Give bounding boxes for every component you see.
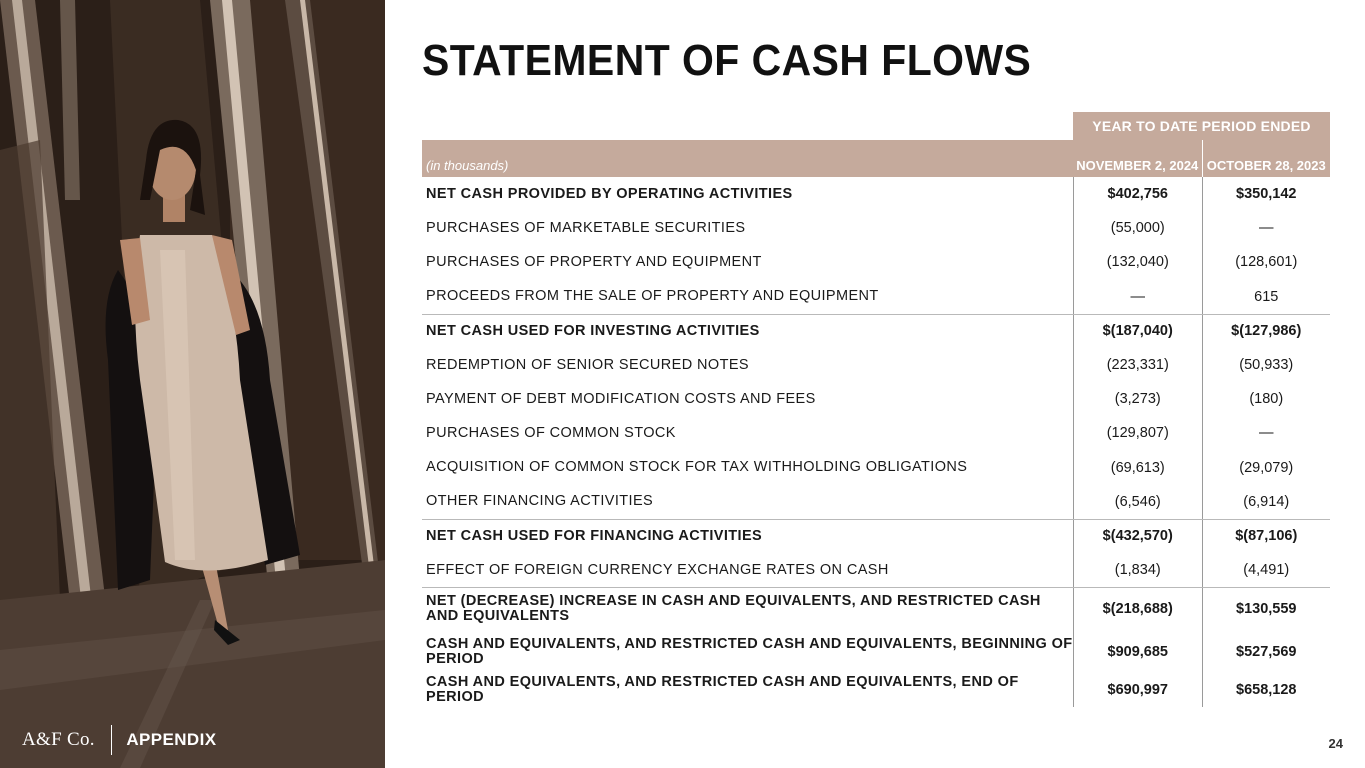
value-2024: (132,040) [1073,245,1202,279]
value-2024: (129,807) [1073,416,1202,450]
value-2024: — [1073,280,1202,314]
value-2023: (50,933) [1202,348,1331,382]
row-label: CASH AND EQUIVALENTS, AND RESTRICTED CASH AND EQUIVALENTS, BEGINNING OF PERIOD [426,635,1073,667]
column-header-2023: OCTOBER 28, 2023 [1202,140,1331,177]
value-2024: (6,546) [1073,485,1202,519]
value-2024: $(187,040) [1073,315,1202,348]
row-label: EFFECT OF FOREIGN CURRENCY EXCHANGE RATES ON CASH [426,561,889,578]
value-2023: $(87,106) [1202,520,1331,553]
row-label: ACQUISITION OF COMMON STOCK FOR TAX WITHHOLDING OBLIGATIONS [426,459,968,476]
table-row [422,177,1330,211]
value-2023: (6,914) [1202,485,1331,519]
value-2024: $909,685 [1073,630,1202,673]
value-2024: (55,000) [1073,211,1202,245]
table-row [422,673,1330,707]
page-number: 24 [1328,736,1343,751]
table-row [422,280,1330,314]
row-label: NET CASH PROVIDED BY OPERATING ACTIVITIES [426,185,793,202]
column-header-2024: NOVEMBER 2, 2024 [1076,158,1199,173]
row-label: PURCHASES OF COMMON STOCK [426,424,676,441]
table-header [422,140,1330,177]
table-row [422,245,1330,279]
value-2023: $130,559 [1202,588,1331,630]
value-2023: (128,601) [1202,245,1331,279]
value-2023: (180) [1202,382,1331,416]
row-label: PURCHASES OF MARKETABLE SECURITIES [426,219,746,236]
value-2024: (223,331) [1073,348,1202,382]
row-label: PAYMENT OF DEBT MODIFICATION COSTS AND FEES [426,390,816,407]
table-header-top [422,112,1330,140]
value-2024: (1,834) [1073,553,1202,587]
brand-footer [22,724,216,756]
row-label: OTHER FINANCING ACTIVITIES [426,493,654,510]
value-2023: $(127,986) [1202,315,1331,348]
row-label: CASH AND EQUIVALENTS, AND RESTRICTED CASH AND EQUIVALENTS, END OF PERIOD [426,674,1019,706]
table-row [422,553,1330,587]
value-2024: $402,756 [1073,177,1202,211]
period-header: YEAR TO DATE PERIOD ENDED [1073,112,1330,140]
value-2024: (69,613) [1073,451,1202,485]
section-label: APPENDIX [126,730,217,749]
table-row [422,519,1330,553]
page-title: STATEMENT OF CASH FLOWS [422,36,1032,85]
value-2024: (3,273) [1073,382,1202,416]
hero-photo [0,0,385,768]
table-row [422,211,1330,245]
table-row [422,348,1330,382]
table-row [422,485,1330,519]
table-row [422,416,1330,450]
table-row [422,451,1330,485]
brand-divider [111,725,113,755]
row-label: PROCEEDS FROM THE SALE OF PROPERTY AND EQUIPMENT [426,288,879,305]
table-row [422,587,1330,630]
value-2023: (4,491) [1202,553,1331,587]
value-2023: $658,128 [1202,673,1331,707]
row-label: REDEMPTION OF SENIOR SECURED NOTES [426,356,749,373]
table-row [422,630,1330,673]
table-body [422,177,1330,707]
value-2023: — [1202,211,1331,245]
hero-photo-illustration [0,0,385,768]
row-label: PURCHASES OF PROPERTY AND EQUIPMENT [426,253,762,270]
value-2023: $350,142 [1202,177,1331,211]
value-2024: $(432,570) [1073,520,1202,553]
company-logo: A&F Co. [22,729,95,750]
value-2023: $527,569 [1202,630,1331,673]
value-2024: $(218,688) [1073,588,1202,630]
cash-flow-table [422,112,1330,707]
value-2023: — [1202,416,1331,450]
row-label: NET (DECREASE) INCREASE IN CASH AND EQUIVALENTS, AND RESTRICTED CASH AND EQUIVALENTS [426,593,1041,625]
value-2023: (29,079) [1202,451,1331,485]
row-label: NET CASH USED FOR FINANCING ACTIVITIES [426,527,763,544]
value-2024: $690,997 [1073,673,1202,707]
table-row [422,382,1330,416]
row-label: NET CASH USED FOR INVESTING ACTIVITIES [426,322,760,339]
value-2023: 615 [1202,280,1331,314]
table-row [422,314,1330,348]
units-label: (in thousands) [426,158,509,173]
